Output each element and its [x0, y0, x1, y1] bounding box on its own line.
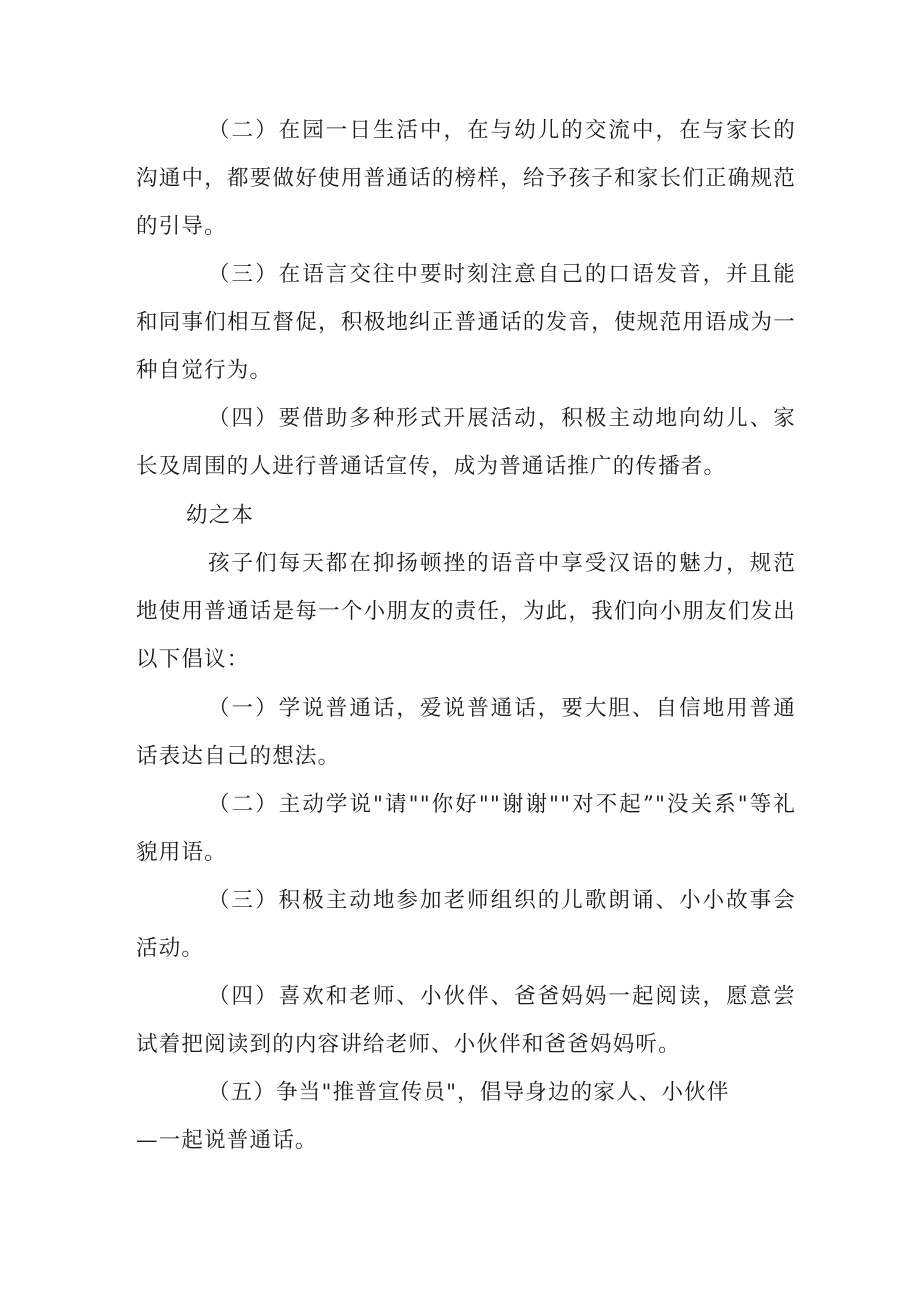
- teacher-item-2: （二）在园一日生活中，在与幼儿的交流中，在与家长的沟通中，都要做好使用普通话的榜样，给予孩子和家长们正确规范的引导。: [136, 118, 796, 239]
- children-item-4: （四）喜欢和老师、小伙伴、爸爸妈妈一起阅读，愿意尝试着把阅读到的内容讲给老师、小伙伴和爸爸妈妈听。: [136, 984, 796, 1057]
- children-item-3: （三）积极主动地参加老师组织的儿歌朗诵、小小故事会活动。: [136, 888, 796, 961]
- children-item-5-line-2: —一起说普通话。: [136, 1128, 318, 1153]
- teacher-item-3: （三）在语言交往中要时刻注意自己的口语发音，并且能和同事们相互督促，积极地纠正普通话的发音，使规范用语成为一种自觉行为。: [136, 262, 796, 383]
- children-item-1: （一）学说普通话，爱说普通话，要大胆、自信地用普通话表达自己的想法。: [136, 696, 796, 769]
- children-item-5-line-1: （五）争当"推普宣传员"，倡导身边的家人、小伙伴: [208, 1080, 730, 1105]
- children-intro: 孩子们每天都在抑扬顿挫的语音中享受汉语的魅力，规范地使用普通话是每一个小朋友的责任，为此，我们向小朋友们发出以下倡议：: [136, 551, 796, 672]
- children-item-2: （二）主动学说"请""你好""谢谢""对不起”"没关系"等礼貌用语。: [136, 792, 796, 865]
- teacher-item-4: （四）要借助多种形式开展活动，积极主动地向幼儿、家长及周围的人进行普通话宣传，成为普通话推广的传播者。: [136, 406, 796, 479]
- section-heading: 幼之本: [186, 503, 255, 528]
